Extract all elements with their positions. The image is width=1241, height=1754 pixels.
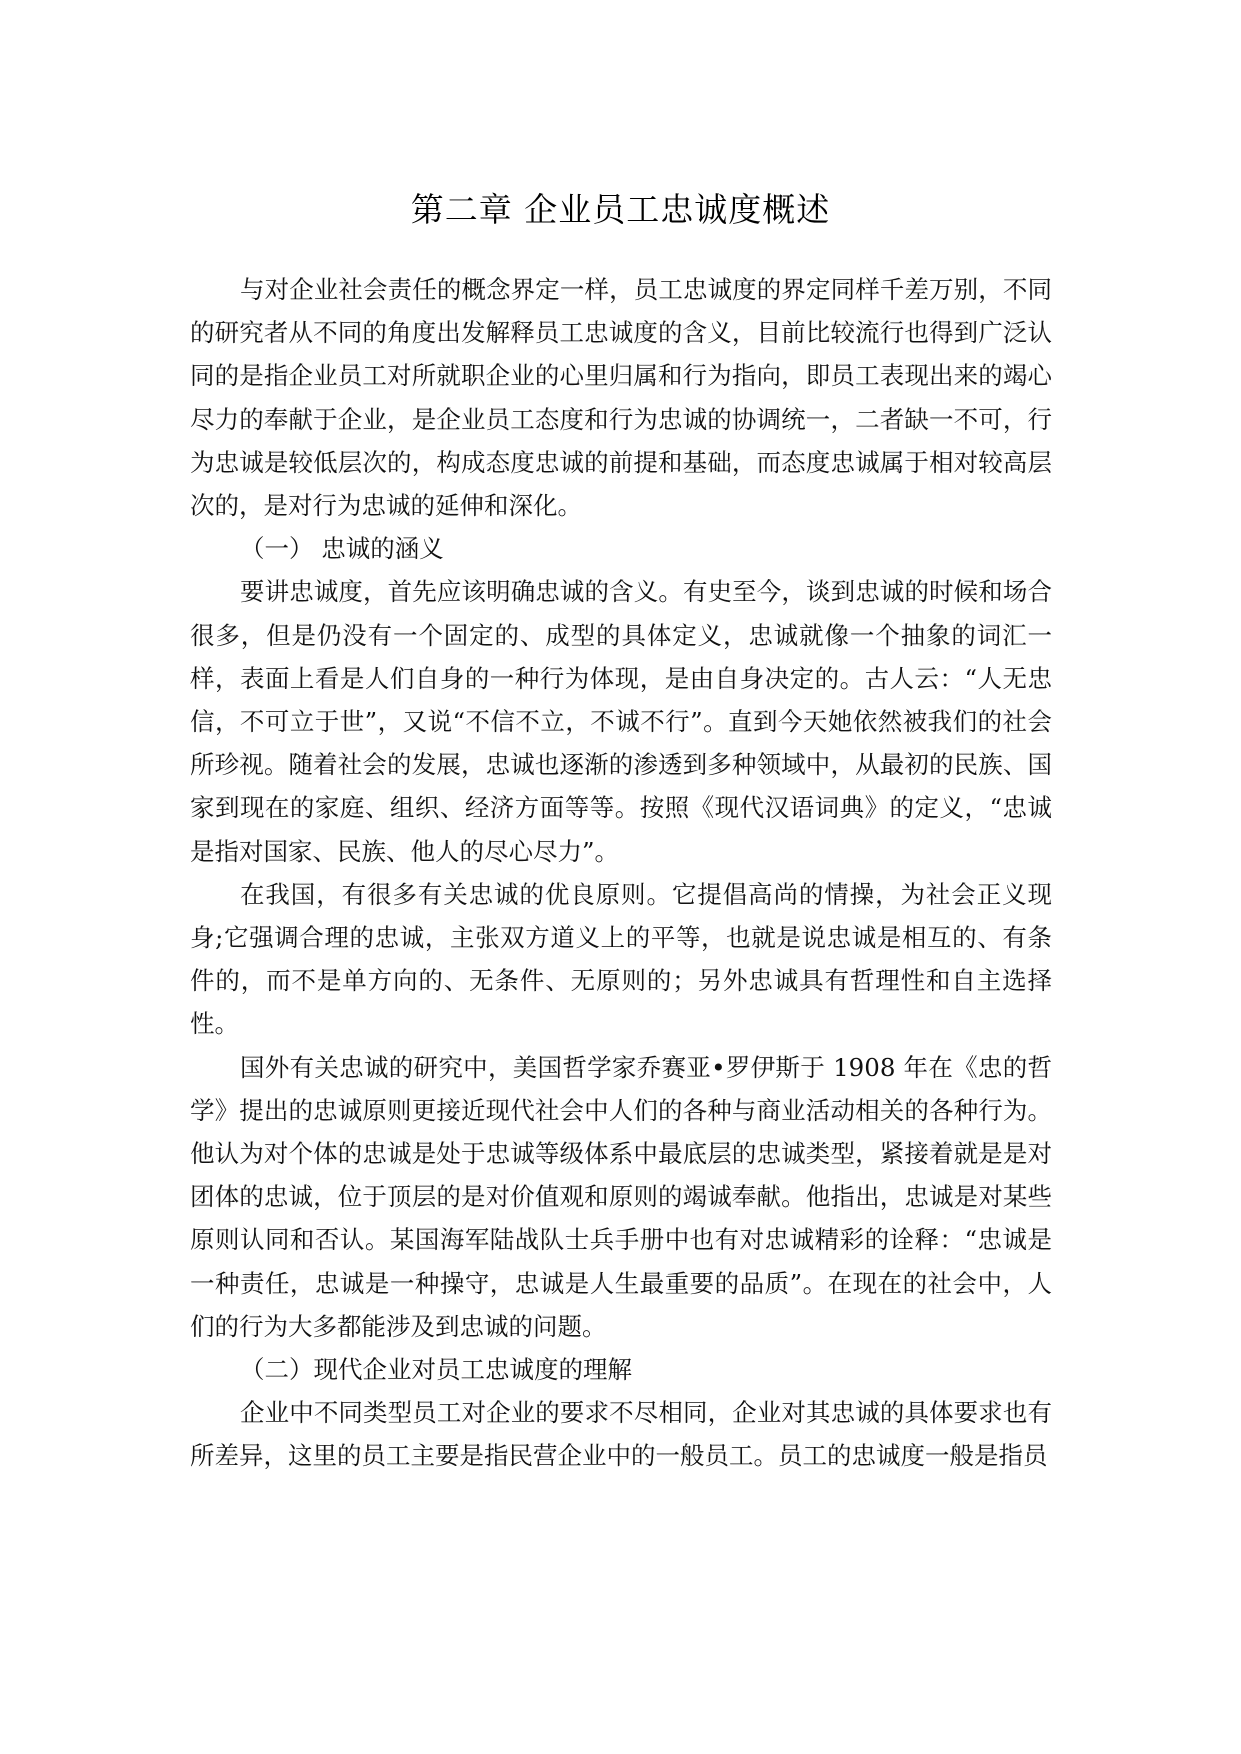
body-text <box>190 268 1052 1478</box>
paragraph-employee-requirements: 企业中不同类型员工对企业的要求不尽相同，企业对其忠诚的具体要求也有所差异，这里的员工主要是指民营企业中的一般员工。员工的忠诚度一般是指员 <box>190 1398 1052 1471</box>
paragraph-foreign-research: 国外有关忠诚的研究中，美国哲学家乔赛亚•罗伊斯于 1908 年在《忠的哲学》提出的忠诚原则更接近现代社会中人们的各种与商业活动相关的各种行为。他认为对个体的忠诚是处于忠诚等级体系中最底层的忠诚类型，紧接着就是是对团体的忠诚，位于顶层的是对价值观和原则的竭诚奉献。他指出，忠诚是对某些原则认同和否认。某国海军陆战队士兵手册中也有对忠诚精彩的诠释：“忠诚是一种责任，忠诚是一种操守，忠诚是人生最重要的品质”。在现在的社会中，人们的行为大多都能涉及到忠诚的问题。 <box>190 1052 1052 1341</box>
chapter-title: 第二章 企业员工忠诚度概述 <box>410 190 831 229</box>
section-heading-modern-enterprise-understanding: （二）现代企业对员工忠诚度的理解 <box>240 1355 632 1385</box>
paragraph-domestic-principles: 在我国，有很多有关忠诚的优良原则。它提倡高尚的情操，为社会正义现身;它强调合理的忠诚，主张双方道义上的平等，也就是说忠诚是相互的、有条件的，而不是单方向的、无条件、无原则的；另外忠诚具有哲理性和自主选择性。 <box>190 879 1052 1039</box>
paragraph-definition: 与对企业社会责任的概念界定一样，员工忠诚度的界定同样千差万别，不同的研究者从不同的角度出发解释员工忠诚度的含义，目前比较流行也得到广泛认同的是指企业员工对所就职企业的心里归属和行为指向，即员工表现出来的竭心尽力的奉献于企业，是企业员工态度和行为忠诚的协调统一，二者缺一不可，行为忠诚是较低层次的，构成态度忠诚的前提和基础，而态度忠诚属于相对较高层次的，是对行为忠诚的延伸和深化。 <box>190 275 1052 521</box>
paragraph-loyalty-meaning: 要讲忠诚度，首先应该明确忠诚的含义。有史至今，谈到忠诚的时候和场合很多，但是仍没有一个固定的、成型的具体定义，忠诚就像一个抽象的词汇一样，表面上看是人们自身的一种行为体现，是由自身决定的。古人云：“人无忠信，不可立于世”，又说“不信不立，不诚不行”。直到今天她依然被我们的社会所珍视。随着社会的发展，忠诚也逐渐的渗透到多种领域中，从最初的民族、国家到现在的家庭、组织、经济方面等等。按照《现代汉语词典》的定义，“忠诚是指对国家、民族、他人的尽心尽力”。 <box>190 577 1052 866</box>
section-heading-meaning-of-loyalty: （一） 忠诚的涵义 <box>240 534 444 564</box>
